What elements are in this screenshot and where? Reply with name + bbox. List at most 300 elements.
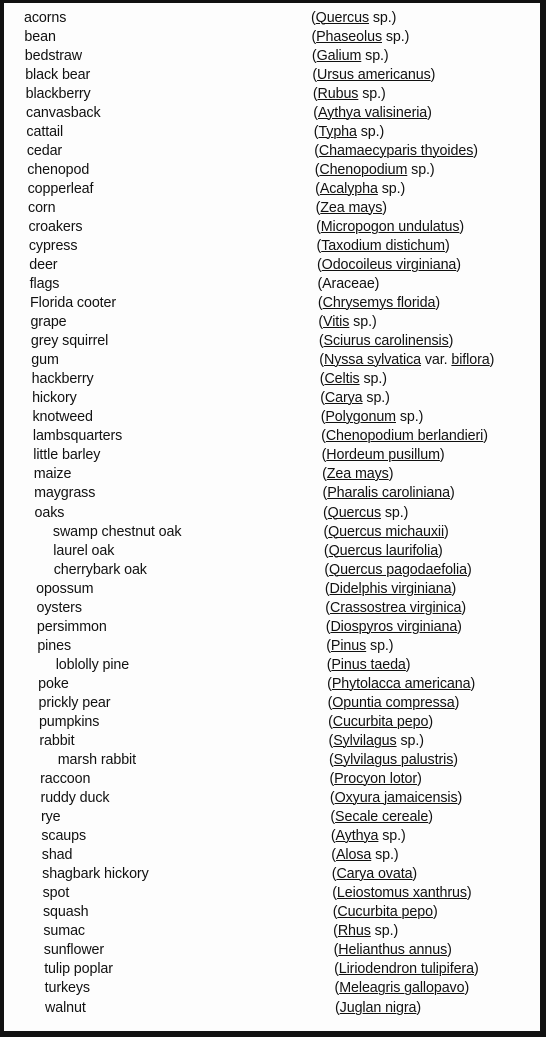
common-name: maize bbox=[33, 466, 72, 483]
list-item bbox=[0, 694, 546, 713]
name-punctuation: sp.) bbox=[396, 409, 424, 426]
common-name: squash bbox=[42, 904, 89, 921]
name-punctuation: ( bbox=[330, 828, 336, 845]
common-name: swamp chestnut oak bbox=[52, 523, 182, 540]
scientific-name bbox=[319, 351, 494, 370]
taxon-name: Rubus bbox=[317, 85, 359, 102]
common-name: laurel oak bbox=[53, 542, 115, 559]
name-punctuation: ( bbox=[321, 447, 327, 464]
list-item bbox=[0, 180, 546, 199]
name-punctuation: ) bbox=[388, 466, 394, 483]
name-punctuation: ( bbox=[312, 66, 318, 83]
name-punctuation: ) bbox=[444, 523, 449, 540]
list-item bbox=[0, 542, 546, 561]
name-punctuation: ) bbox=[466, 561, 472, 578]
scientific-name bbox=[320, 370, 387, 389]
name-punctuation: ) bbox=[483, 428, 488, 445]
name-punctuation: sp.) bbox=[396, 732, 424, 749]
common-name: cattail bbox=[26, 123, 64, 140]
taxon-name: Pinus bbox=[330, 637, 367, 654]
name-punctuation: ) bbox=[416, 999, 422, 1016]
name-punctuation: sp.) bbox=[362, 390, 390, 407]
scientific-name bbox=[335, 999, 421, 1018]
name-punctuation: ( bbox=[333, 942, 339, 959]
name-punctuation: ) bbox=[435, 295, 440, 312]
scientific-name bbox=[318, 294, 440, 313]
name-punctuation: ) bbox=[382, 199, 387, 216]
taxon-name: biflora bbox=[451, 352, 490, 369]
list-item bbox=[0, 713, 546, 732]
scientific-name bbox=[333, 922, 398, 941]
scientific-name bbox=[331, 846, 398, 865]
name-punctuation: ) bbox=[430, 66, 436, 83]
list-item bbox=[0, 599, 546, 618]
scientific-name bbox=[323, 484, 455, 503]
name-punctuation: ( bbox=[328, 732, 334, 749]
list-item bbox=[0, 275, 546, 294]
common-name: turkeys bbox=[44, 980, 90, 997]
common-name: walnut bbox=[45, 999, 86, 1016]
scientific-name bbox=[319, 332, 453, 351]
name-punctuation: ( bbox=[329, 790, 335, 807]
common-name: cypress bbox=[28, 237, 78, 254]
common-name: chenopod bbox=[27, 161, 90, 178]
scientific-name bbox=[327, 675, 475, 694]
common-name: croakers bbox=[28, 218, 83, 235]
name-punctuation: ) bbox=[448, 333, 454, 350]
name-punctuation: ) bbox=[461, 599, 467, 616]
common-name: sunflower bbox=[43, 942, 105, 959]
common-name: cedar bbox=[26, 142, 63, 159]
name-punctuation: sp.) bbox=[361, 47, 389, 64]
scientific-name bbox=[316, 199, 387, 218]
common-name: spot bbox=[42, 885, 70, 902]
common-name: grape bbox=[30, 314, 67, 331]
scientific-name bbox=[329, 770, 421, 789]
scientific-name bbox=[321, 408, 424, 427]
list-item bbox=[0, 637, 546, 656]
taxon-name: Typha bbox=[318, 123, 357, 140]
list-item bbox=[0, 827, 546, 846]
scientific-name bbox=[317, 256, 461, 275]
taxon-name: Zea mays bbox=[320, 199, 383, 216]
name-punctuation: ( bbox=[328, 713, 333, 730]
name-punctuation: sp.) bbox=[381, 504, 409, 521]
taxon-name: Chenopodium bbox=[319, 161, 408, 178]
name-punctuation: ( bbox=[318, 333, 324, 350]
common-name: tulip poplar bbox=[44, 961, 113, 978]
list-item bbox=[0, 161, 546, 180]
name-punctuation: ) bbox=[451, 580, 457, 597]
taxon-name: Polygonum bbox=[325, 409, 396, 426]
name-punctuation: ( bbox=[323, 523, 329, 540]
name-punctuation: ( bbox=[325, 618, 331, 635]
scientific-name bbox=[327, 656, 411, 675]
name-punctuation: ( bbox=[326, 656, 332, 673]
scientific-name bbox=[335, 979, 470, 998]
name-punctuation: ( bbox=[332, 904, 338, 921]
list-item bbox=[0, 218, 546, 237]
list-item bbox=[0, 941, 546, 960]
scientific-name bbox=[326, 637, 393, 656]
taxon-name: Micropogon undulatus bbox=[320, 218, 460, 235]
scientific-name bbox=[312, 47, 389, 66]
name-punctuation: ( bbox=[318, 314, 324, 331]
scientific-name bbox=[323, 523, 448, 542]
scientific-name bbox=[313, 85, 386, 104]
name-punctuation: sp.) bbox=[377, 180, 406, 197]
scientific-name bbox=[332, 884, 471, 903]
list-item bbox=[0, 865, 546, 884]
common-name: scaups bbox=[41, 828, 87, 845]
name-punctuation: ( bbox=[314, 142, 319, 159]
scientific-name bbox=[324, 542, 443, 561]
taxon-name: Acalypha bbox=[319, 180, 378, 197]
name-punctuation: sp.) bbox=[358, 85, 386, 102]
name-punctuation: ) bbox=[428, 809, 433, 826]
list-item bbox=[0, 789, 546, 808]
name-punctuation: ( bbox=[330, 809, 336, 826]
name-punctuation: ) bbox=[473, 961, 479, 978]
list-item bbox=[0, 237, 546, 256]
common-name: Florida cooter bbox=[30, 295, 117, 312]
list-item bbox=[0, 732, 546, 751]
list-item bbox=[0, 446, 546, 465]
name-punctuation: (Araceae) bbox=[317, 276, 380, 293]
name-punctuation: ) bbox=[432, 904, 438, 921]
name-punctuation: ) bbox=[449, 485, 455, 502]
list-item bbox=[0, 427, 546, 446]
name-punctuation: ( bbox=[320, 390, 325, 407]
common-name: oysters bbox=[36, 599, 82, 616]
name-punctuation: ( bbox=[317, 257, 322, 273]
common-name: deer bbox=[29, 257, 58, 273]
common-name: rabbit bbox=[39, 732, 75, 749]
scientific-name bbox=[311, 9, 396, 28]
scientific-name bbox=[323, 504, 408, 523]
common-name: shad bbox=[41, 847, 73, 864]
scientific-name bbox=[326, 618, 462, 637]
list-item bbox=[0, 960, 546, 979]
common-name: hickory bbox=[32, 390, 77, 407]
common-name: acorns bbox=[24, 9, 67, 26]
common-name: sumac bbox=[43, 923, 85, 940]
name-punctuation: sp.) bbox=[359, 371, 387, 388]
taxon-name: Liriodendron tulipifera bbox=[338, 961, 474, 978]
scientific-name bbox=[316, 218, 464, 237]
name-punctuation: ) bbox=[489, 352, 495, 369]
list-item bbox=[0, 618, 546, 637]
list-item bbox=[0, 465, 546, 484]
taxon-name: Quercus pagodaefolia bbox=[329, 561, 467, 578]
name-punctuation: ) bbox=[454, 694, 460, 711]
name-punctuation: ( bbox=[327, 694, 333, 711]
scientific-name bbox=[320, 389, 390, 408]
name-punctuation: ) bbox=[464, 980, 470, 997]
scientific-name bbox=[334, 941, 452, 960]
taxon-name: Cucurbita pepo bbox=[337, 904, 433, 921]
list-item bbox=[0, 389, 546, 408]
common-name: maygrass bbox=[34, 485, 96, 502]
taxon-name: Helianthus annus bbox=[338, 942, 448, 959]
scientific-name bbox=[329, 732, 424, 751]
name-punctuation: ( bbox=[335, 999, 340, 1016]
taxon-name: Sylvilagus palustris bbox=[333, 752, 454, 768]
common-name: oaks bbox=[34, 504, 65, 521]
taxon-name: Cucurbita pepo bbox=[332, 713, 429, 730]
name-punctuation: ( bbox=[315, 199, 321, 216]
name-punctuation: ( bbox=[321, 428, 326, 445]
common-name: grey squirrel bbox=[30, 333, 109, 350]
list-item bbox=[0, 370, 546, 389]
name-punctuation: ( bbox=[312, 85, 318, 102]
name-punctuation: ( bbox=[311, 28, 317, 45]
common-name: black bear bbox=[25, 66, 91, 83]
taxon-name: Quercus bbox=[327, 504, 382, 521]
scientific-name bbox=[311, 28, 409, 47]
list-item bbox=[0, 199, 546, 218]
taxon-name: Galium bbox=[316, 47, 362, 64]
taxon-name: Celtis bbox=[324, 371, 360, 388]
scientific-name bbox=[321, 427, 488, 446]
name-punctuation: ( bbox=[334, 961, 339, 978]
scientific-name bbox=[332, 865, 417, 884]
taxon-name: Quercus laurifolia bbox=[328, 542, 439, 559]
taxon-name: Pharalis caroliniana bbox=[327, 485, 450, 502]
scientific-name bbox=[328, 713, 433, 732]
taxon-name: Opuntia compressa bbox=[332, 694, 455, 711]
taxon-name: Chrysemys florida bbox=[322, 295, 436, 312]
common-name: cherrybark oak bbox=[53, 561, 147, 578]
list-item bbox=[0, 770, 546, 789]
common-name: persimmon bbox=[36, 618, 107, 635]
list-item bbox=[0, 504, 546, 523]
taxon-name: Hordeum pusillum bbox=[326, 447, 440, 464]
name-punctuation: ) bbox=[447, 942, 452, 959]
taxon-name: Ursus americanus bbox=[317, 66, 431, 83]
taxon-name: Carya ovata bbox=[336, 866, 413, 883]
scientific-name bbox=[314, 142, 478, 161]
name-punctuation: ( bbox=[333, 923, 338, 940]
taxon-name: Taxodium distichum bbox=[321, 237, 445, 254]
list-item bbox=[0, 561, 546, 580]
scientific-name bbox=[328, 694, 460, 713]
scientific-name bbox=[333, 903, 438, 922]
name-punctuation: ( bbox=[322, 485, 328, 502]
name-punctuation: ) bbox=[466, 885, 472, 902]
taxon-name: Procyon lotor bbox=[334, 771, 418, 788]
name-punctuation: ( bbox=[332, 885, 337, 902]
list-item bbox=[0, 922, 546, 941]
list-item bbox=[0, 675, 546, 694]
list-item bbox=[0, 294, 546, 313]
name-punctuation: ( bbox=[311, 9, 316, 26]
taxon-name: Alosa bbox=[335, 847, 372, 864]
list-item bbox=[0, 104, 546, 123]
list-item bbox=[0, 313, 546, 332]
scientific-name bbox=[329, 751, 458, 770]
list-item bbox=[0, 846, 546, 865]
common-name: gum bbox=[31, 352, 59, 369]
name-punctuation: ) bbox=[470, 675, 476, 692]
name-punctuation: sp.) bbox=[370, 923, 399, 940]
name-punctuation: var. bbox=[420, 352, 452, 369]
name-punctuation: sp.) bbox=[371, 847, 399, 864]
list-item bbox=[0, 332, 546, 351]
list-item bbox=[0, 484, 546, 503]
common-name: little barley bbox=[33, 447, 101, 464]
taxon-name: Diospyros virginiana bbox=[330, 618, 458, 635]
name-punctuation: ( bbox=[315, 180, 320, 197]
taxon-name: Didelphis virginiana bbox=[329, 580, 452, 597]
common-name: copperleaf bbox=[27, 180, 94, 197]
common-name: hackberry bbox=[31, 371, 94, 388]
common-name: poke bbox=[38, 675, 69, 692]
name-punctuation: ) bbox=[427, 104, 432, 121]
taxon-name: Chamaecyparis thyoides bbox=[318, 142, 474, 159]
taxon-name: Carya bbox=[324, 390, 363, 407]
list-item bbox=[0, 256, 546, 275]
common-name: rye bbox=[40, 809, 61, 826]
name-punctuation: ) bbox=[428, 713, 433, 730]
name-punctuation: ( bbox=[320, 409, 326, 426]
name-punctuation: sp.) bbox=[366, 637, 394, 654]
name-punctuation: ) bbox=[417, 771, 422, 788]
list-item bbox=[0, 523, 546, 542]
scientific-name bbox=[324, 561, 471, 580]
common-name: flags bbox=[29, 276, 60, 293]
common-name: raccoon bbox=[40, 771, 91, 788]
taxon-name: Vitis bbox=[323, 314, 350, 331]
name-punctuation: ( bbox=[327, 675, 332, 692]
name-punctuation: sp.) bbox=[356, 123, 385, 140]
taxon-name: Aythya valisineria bbox=[317, 104, 428, 121]
common-name: canvasback bbox=[26, 104, 101, 121]
taxon-name: Juglan nigra bbox=[339, 999, 417, 1016]
common-name: marsh rabbit bbox=[57, 752, 137, 768]
scientific-name bbox=[322, 465, 393, 484]
scientific-name bbox=[325, 599, 466, 618]
list-item bbox=[0, 751, 546, 770]
list-item bbox=[0, 47, 546, 66]
name-punctuation: ( bbox=[316, 218, 321, 235]
name-punctuation: ) bbox=[438, 542, 443, 559]
name-punctuation: ( bbox=[325, 599, 330, 616]
common-name: corn bbox=[28, 199, 56, 216]
taxon-name: Phytolacca americana bbox=[331, 675, 471, 692]
name-punctuation: ( bbox=[314, 161, 320, 178]
name-punctuation: ( bbox=[322, 466, 327, 483]
list-item bbox=[0, 979, 546, 998]
scientific-name bbox=[334, 960, 479, 979]
name-punctuation: ( bbox=[331, 866, 337, 883]
name-punctuation: ( bbox=[317, 295, 323, 312]
name-punctuation: ( bbox=[319, 352, 324, 369]
name-punctuation: ) bbox=[456, 257, 461, 273]
common-name: bedstraw bbox=[24, 47, 83, 64]
name-punctuation: ( bbox=[323, 504, 328, 521]
list-item bbox=[0, 580, 546, 599]
taxon-name: Odocoileus virginiana bbox=[321, 257, 457, 273]
name-punctuation: ( bbox=[329, 771, 335, 788]
list-item bbox=[0, 656, 546, 675]
name-punctuation: ( bbox=[313, 104, 318, 121]
name-punctuation: ) bbox=[412, 866, 418, 883]
common-name: pines bbox=[37, 637, 71, 654]
scientific-name bbox=[315, 161, 435, 180]
name-punctuation: ) bbox=[459, 218, 465, 235]
common-name: blackberry bbox=[25, 85, 91, 102]
taxon-name: Zea mays bbox=[326, 466, 389, 483]
name-punctuation: ( bbox=[316, 237, 322, 254]
taxon-name: Oxyura jamaicensis bbox=[334, 790, 458, 807]
common-name: knotweed bbox=[32, 409, 93, 426]
scientific-name bbox=[325, 580, 456, 599]
list-item bbox=[0, 9, 546, 28]
name-punctuation: ( bbox=[324, 580, 330, 597]
list-item bbox=[0, 808, 546, 827]
name-punctuation: sp.) bbox=[407, 161, 435, 178]
taxon-name: Sylvilagus bbox=[333, 732, 397, 749]
name-punctuation: ) bbox=[405, 656, 411, 673]
scientific-name bbox=[317, 275, 379, 294]
taxon-name: Phaseolus bbox=[316, 28, 382, 45]
name-punctuation: sp.) bbox=[378, 828, 406, 845]
common-name: pumpkins bbox=[38, 713, 100, 730]
name-punctuation: ) bbox=[439, 447, 445, 464]
scientific-name bbox=[313, 104, 432, 123]
name-punctuation: ( bbox=[313, 123, 319, 140]
scientific-name bbox=[322, 446, 445, 465]
taxon-name: Aythya bbox=[335, 828, 379, 845]
name-punctuation: ( bbox=[329, 752, 334, 768]
taxon-name: Secale cereale bbox=[335, 809, 429, 826]
name-punctuation: sp.) bbox=[382, 28, 410, 45]
list-item bbox=[0, 903, 546, 922]
name-punctuation: ) bbox=[457, 618, 462, 635]
list-item bbox=[0, 28, 546, 47]
taxon-name: Quercus michauxii bbox=[328, 523, 445, 540]
common-name: lambsquarters bbox=[32, 428, 123, 445]
name-punctuation: ( bbox=[323, 542, 329, 559]
name-punctuation: ) bbox=[444, 237, 450, 254]
taxon-name: Leiostomus xanthrus bbox=[336, 885, 467, 902]
common-name: ruddy duck bbox=[40, 790, 110, 807]
name-punctuation: sp.) bbox=[369, 9, 397, 26]
taxon-name: Nyssa sylvatica bbox=[323, 352, 421, 369]
common-name: prickly pear bbox=[38, 694, 111, 711]
name-punctuation: ) bbox=[457, 790, 463, 807]
list-item bbox=[0, 123, 546, 142]
list-item bbox=[0, 142, 546, 161]
name-punctuation: ( bbox=[334, 980, 340, 997]
common-name: opossum bbox=[36, 580, 94, 597]
list-item bbox=[0, 66, 546, 85]
name-punctuation: ( bbox=[326, 637, 331, 654]
scientific-name bbox=[331, 827, 406, 846]
name-punctuation: ) bbox=[453, 752, 458, 768]
taxon-name: Quercus bbox=[315, 9, 370, 26]
common-name: loblolly pine bbox=[55, 656, 130, 673]
taxon-name: Pinus taeda bbox=[331, 656, 406, 673]
scientific-name bbox=[312, 66, 435, 85]
scientific-name bbox=[318, 313, 376, 332]
taxon-name: Sciurus carolinensis bbox=[323, 333, 449, 350]
name-punctuation: ( bbox=[331, 847, 336, 864]
list-item bbox=[0, 999, 546, 1018]
common-name: bean bbox=[24, 28, 56, 45]
scientific-name bbox=[315, 180, 405, 199]
